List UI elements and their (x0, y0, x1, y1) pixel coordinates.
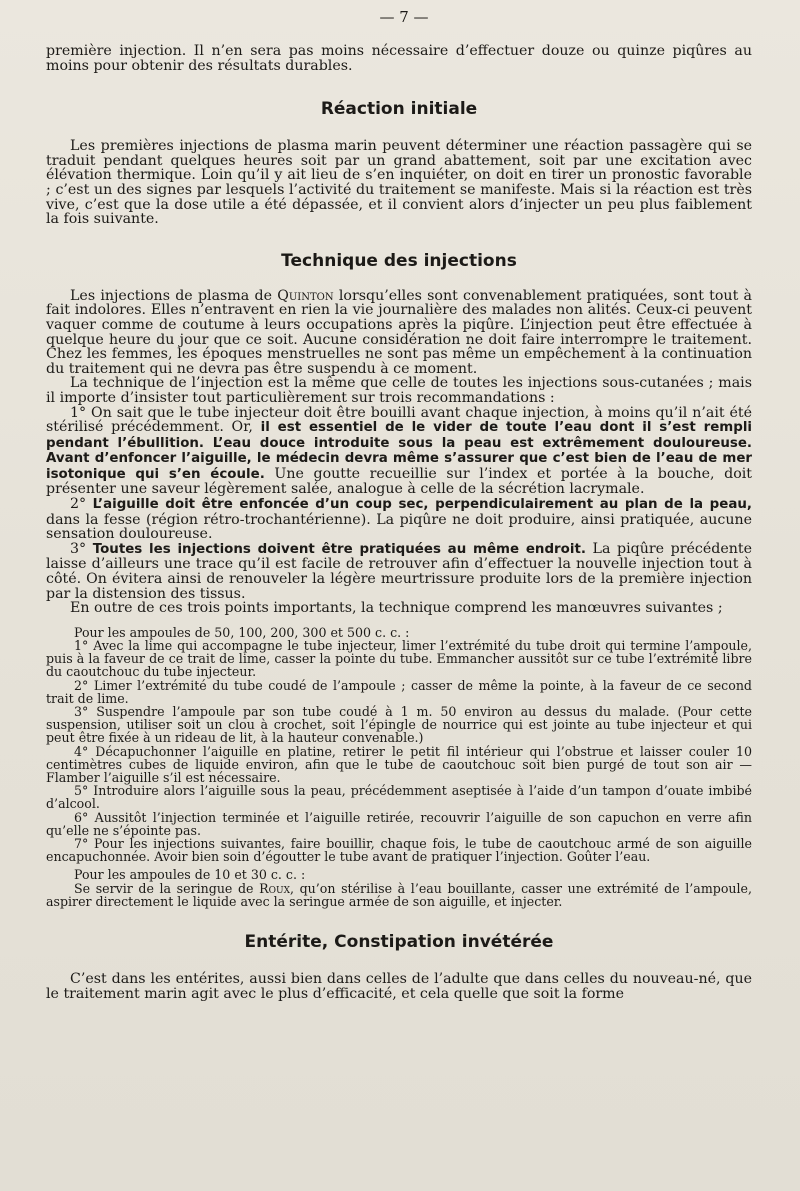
technique-paragraph-1 (46, 289, 752, 377)
recommendation-1-end: Une goutte recueillie sur l’index et portée à la bouche, doit présenter une saveur légèrement salée, analogue à celle de la sécrétion lacrymale. (46, 465, 753, 498)
small-ampoules-end: , qu’on stérilise à l’eau bouillante, casser une extrémité de l’ampoule, aspirer directement le liquide avec la seringue armée de son aiguille, et injecter. (46, 880, 752, 909)
page-number: — 7 — (379, 8, 429, 26)
recommendation-2-emphasis: L’aiguille doit être enfoncée d’un coup sec, perpendiculairement au plan de la peau, (92, 497, 752, 513)
procedure-step: 7° Pour les injections suivantes, faire bouillir, chaque fois, le tube de caoutchouc armé de son aiguille encapuchonnée. Avoir bien soin d’égoutter le tube avant de pratiquer l’injection. Goûter l’eau. (46, 836, 752, 865)
author-name-roux: Roux (259, 880, 290, 896)
procedure-step: 4° Décapuchonner l’aiguille en platine, retirer le petit fil intérieur qui l’obstrue et laisser couler 10 centimètres cubes de liquide environ, afin que le tube de caoutchouc soit bien purgé de tout son air — Flamber l’aiguille s’il est nécessaire. (46, 743, 752, 786)
procedure-step: 1° Avec la lime qui accompagne le tube injecteur, limer l’extrémité du tube droit qui termine l’ampoule, puis à la faveur de ce trait de lime, casser la pointe du tube. Emmancher aussitôt sur ce tube l’extrémité libre du caoutchouc du tube injecteur. (46, 638, 752, 680)
section-title-reaction: Réaction initiale (320, 99, 478, 120)
procedure-step: 2° Limer l’extrémité du tube coudé de l’ampoule ; casser de même la pointe, à la faveur de ce second trait de lime. (46, 677, 752, 706)
section-title-enterite: Entérite, Constipation invétérée (244, 932, 554, 953)
intro-paragraph: première injection. Il n’en sera pas moins nécessaire d’effectuer douze ou quinze piqûres au moins pour obtenir des résultats durables. (46, 43, 752, 74)
procedure-heading-large-ampoules: Pour les ampoules de 50, 100, 200, 300 et 500 c. c. : (74, 624, 410, 640)
procedure-heading-small-ampoules: Pour les ampoules de 10 et 30 c. c. : (74, 867, 306, 883)
reaction-paragraph: Les premières injections de plasma marin peuvent déterminer une réaction passagère qui se traduit pendant quelques heures soit par un grand abattement, soit par une excitation avec élévation thermique. Loin qu’il y ait lieu de s’en inquiéter, on doit en tirer un pronostic favorable ; c’est un des signes par lesquels l’activité du traitement se manifeste. Mais si la réaction est très vive, c’est que la dose utile a été dépassée, et il convient alors d’injecter un peu plus faiblement la fois suivante. (46, 138, 752, 228)
small-ampoules-start: Se servir de la seringue de (74, 880, 260, 896)
recommendation-3-emphasis: Toutes les injections doivent être pratiquées au même endroit. (92, 541, 586, 557)
author-name-quinton: Quinton (277, 287, 334, 304)
procedure-step: 6° Aussitôt l’injection terminée et l’aiguille retirée, recouvrir l’aiguille de son capuchon en verre afin qu’elle ne s’épointe pas. (46, 809, 752, 838)
procedure-small-ampoules-text (46, 882, 752, 908)
technique-paragraph-3: En outre de ces trois points importants, la technique comprend les manœuvres suivantes ; (70, 600, 723, 617)
recommendation-2-number: 2° (70, 496, 93, 513)
procedure-step: 3° Suspendre l’ampoule par son tube coudé à 1 m. 50 environ au dessus du malade. (Pour cette suspension, utiliser soit un clou à crochet, soit l’épingle de nourrice qui est jointe au tube injecteur et qui peut être fixée à un rideau de lit, à la hauteur convenable.) (46, 704, 752, 746)
recommendation-1-emphasis: il est essentiel de le vider de toute l’eau dont il s’est rempli pendant l’ébullition. L’eau douce introduite sous la peau est extrêmement douloureuse. Avant d’enfoncer l’aiguille, le médecin devra même s’assurer que c’est bien de l’eau de mer isotonique qui s’en écoule. (46, 420, 753, 482)
technique-p1-end: lorsqu’elles sont convenablement pratiquées, sont tout à fait indolores. Elles n’entravent en rien la vie journalière des malades non alités. Ceux-ci peuvent vaquer comme de coutume à leurs occupations après la piqûre. L’injection peut être effectuée à quelque heure du jour que ce soit. Aucune considération ne doit faire interrompre le traitement. Chez les femmes, les époques menstruelles ne sont pas même un empêchement à la continuation du traitement qui ne devra pas être suspendu à ce moment. (46, 287, 752, 377)
recommendation-2-end: dans la fesse (région rétro-trochantérienne). La piqûre ne doit produire, ainsi pratiquée, aucune sensation douloureuse. (46, 511, 752, 543)
technique-p1-start: Les injections de plasma de (70, 287, 278, 304)
recommendation-1-start: 1° On sait que le tube injecteur doit être bouilli avant chaque injection, à moins qu’il n’ait été stérilisé précédemment. Or, (46, 404, 752, 436)
technique-paragraph-2: La technique de l’injection est la même que celle de toutes les injections sous-cutanées ; mais il importe d’insister tout particulièrement sur trois recommandations : (46, 375, 752, 406)
section-title-technique: Technique des injections (281, 250, 517, 271)
procedure-steps (46, 626, 752, 908)
recommendation-3-end: La piqûre précédente laisse d’ailleurs une trace qu’il est facile de retrouver afin d’effectuer la nouvelle injection tout à côté. On évitera ainsi de renouveler la légère meurtrissure produite lors de la première injection par la distension des tissus. (46, 540, 752, 602)
procedure-step: 5° Introduire alors l’aiguille sous la peau, précédemment aseptisée à l’aide d’un tampon d’ouate imbibé d’alcool. (46, 783, 752, 812)
recommendation-1 (46, 406, 752, 498)
recommendation-3-number: 3° (70, 540, 93, 557)
enterite-paragraph: C’est dans les entérites, aussi bien dans celles de l’adulte que dans celles du nouveau-né, que le traitement marin agit avec le plus d’efficacité, et cela quelle que soit la forme (46, 971, 752, 1002)
recommendation-2 (46, 497, 752, 542)
recommendation-3 (46, 542, 752, 601)
